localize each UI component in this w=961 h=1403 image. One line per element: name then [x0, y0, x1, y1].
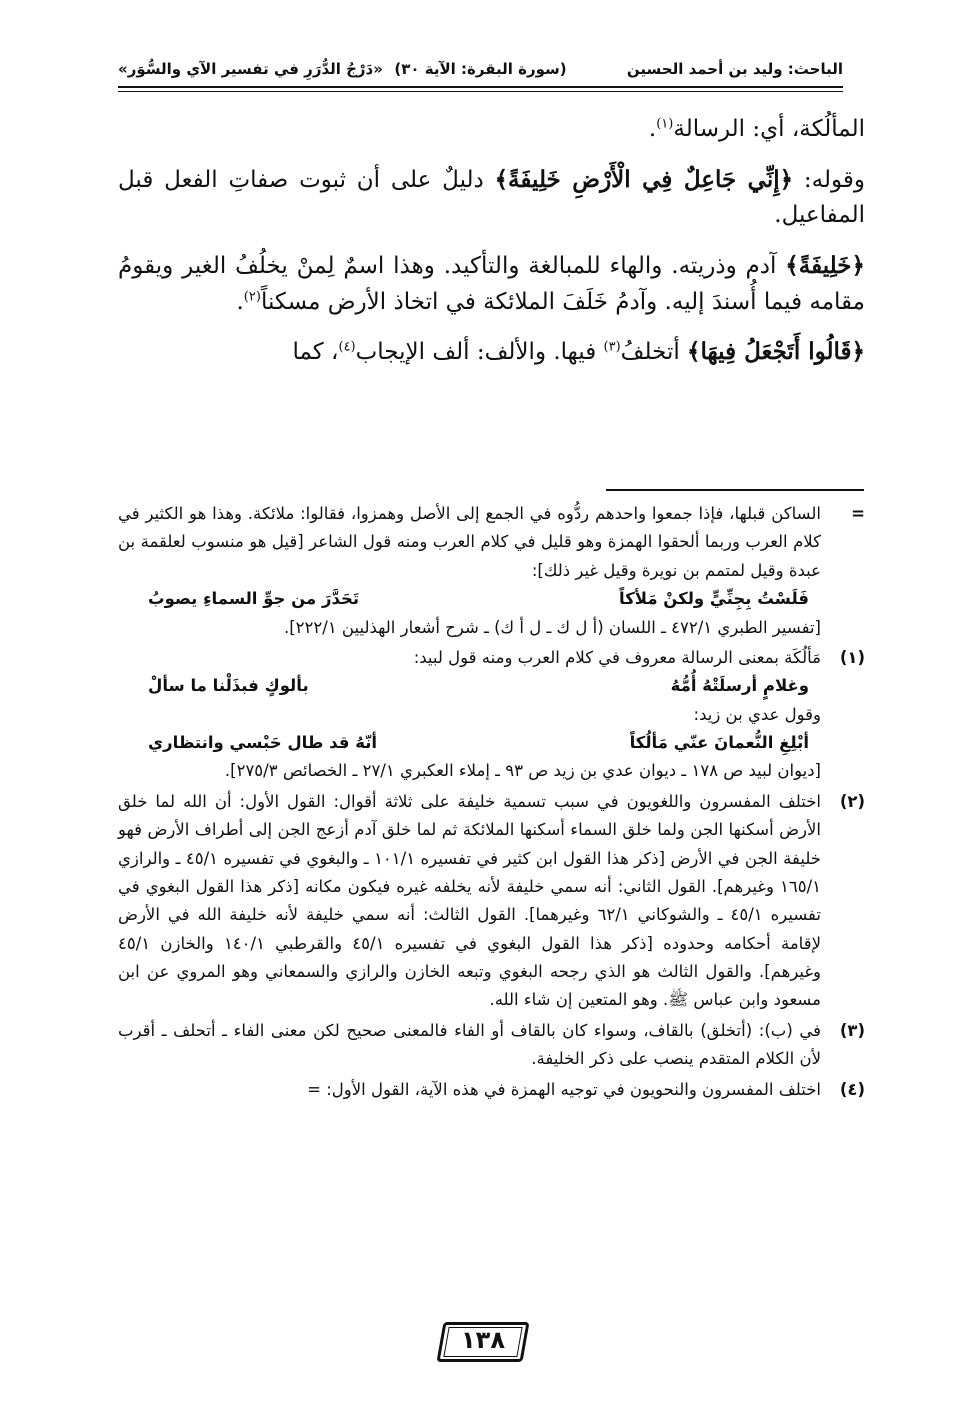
- quran-quote-1: ﴿إِنِّي جَاعِلٌ فِي الْأَرْضِ خَلِيفَةً﴾: [494, 165, 794, 193]
- paragraph-1-end: .: [648, 116, 657, 142]
- footnote-source: [ديوان لبيد ص ١٧٨ ـ ديوان عدي بن زيد ص ٩٣ ـ إملاء العكبري ٢٧/١ ـ الخصائص ٢٧٥/٣].: [224, 761, 821, 781]
- paragraph-1-text: المألُكة، أي: الرسالة: [673, 116, 865, 142]
- paragraph-2-lead: وقوله:: [793, 166, 866, 193]
- paragraph-3-end: .: [236, 288, 244, 315]
- header-author: الباحث: وليد بن أحمد الحسين: [626, 60, 843, 78]
- footnote-ref-3[interactable]: (٣): [603, 339, 621, 355]
- footnote-text: اختلف المفسرون واللغويون في سبب تسمية خليفة على ثلاثة أقوال: القول الأول: أن الله لما خلق الأرض أسكنها الجن ولما خلق السماء أسكنها الملائكة ثم لما خلق آدم أزعج الجن إلى أطراف الأرض فهو خليفة الجن في الأرض [ذكر هذا القول ابن كثير في تفسيره ١٠١/١ ـ والبغوي في تفسيره ٤٥/١ ـ والرازي ١٦٥/١ وغيرهم]. القول الثاني: أنه سمي خليفة لأنه يخلفه غيره فيكون مكانه [ذكر هذا القول البغوي في تفسيره ٤٥/١ ـ والشوكاني ٦٢/١ وغيرهما]. القول الثالث: أنه سمي خليفة لأنه خليفة الله في الأرض لإقامة أحكامه وحدوده [ذكر هذا القول البغوي في تفسيره ٤٥/١ والقرطبي ١٤٠/١ والخازن ٤٥/١ وغيرهم]. والقول الثالث هو الذي رجحه البغوي وتبعه الخازن والرازي والسمعاني وهو المروي عن ابن مسعود وابن عباس ﷺ. وهو المتعين إن شاء الله.: [118, 791, 821, 1010]
- footnote-marker: (٤): [839, 1079, 865, 1099]
- footnote-2: [118, 788, 865, 1015]
- paragraph-4-text-b: فيها. والألف: ألف الإيجاب: [355, 339, 604, 366]
- footnote-text: مَألُكَة بمعنى الرسالة معروف في كلام العرب ومنه قول لبيد:: [413, 647, 821, 667]
- footnote-text: الساكن قبلها، فإذا جمعوا واحدهم ردُّوه في الجمع إلى الأصل وهمزوا، فقالوا: ملائكة. وهذا هو الكثير في كلام العرب وربما ألحقوا الهمزة وهو قليل في كلام العرب ومنه قول الشاعر [قيل هو منسوب لعلقمة بن عبدة وقيل لمتمم بن نويرة وقيل غير ذلك]:: [118, 504, 821, 580]
- verse-hemistich-first: أبْلِغِ النُّعمانَ عنّي مَألُكاً: [629, 733, 809, 752]
- footnote-text: في (ب): (أتخلق) بالقاف، وسواء كان بالقاف أو الفاء فالمعنى صحيح لكن معنى الفاء ـ أتحلف ـ أقرب لأن الكلام المتقدم ينصب على ذكر الخليفة.: [118, 1020, 821, 1069]
- verse-hemistich-first: فَلَسْتُ بِجِنِّيٍّ ولكنْ مَلأكاً: [619, 589, 809, 609]
- footnote-continued: [118, 500, 865, 642]
- paragraph-2: [118, 162, 865, 234]
- header-surah-reference: (سورة البقرة: الآية ٣٠): [394, 60, 567, 78]
- poem-verse: [118, 729, 821, 757]
- verse-hemistich-second: بألوكٍ فبذَلْنا ما سألْ: [148, 676, 309, 696]
- verse-hemistich-second: أنّهُ قد طال حَبْسي وانتظاري: [148, 733, 378, 752]
- verse-hemistich-first: وغلامٍ أرسلَتْهُ أُمُّهُ: [670, 676, 809, 696]
- poem-verse: [118, 672, 821, 700]
- poem-verse: [118, 585, 821, 613]
- footnote-ref-1[interactable]: (١): [656, 116, 674, 132]
- footnote-marker: =: [851, 504, 865, 523]
- footnote-source: [تفسير الطبري ٤٧٢/١ ـ اللسان (أ ل ك ـ ل أ ك) ـ شرح أشعار الهذليين ٢٢٢/١].: [283, 617, 821, 637]
- paragraph-4: [118, 334, 865, 371]
- footnote-3: [118, 1017, 865, 1074]
- header-rule-thin: [118, 91, 843, 92]
- paragraph-2-text: دليلٌ على أن ثبوت صفاتِ الفعل قبل المفاعيل.: [118, 166, 865, 229]
- quran-quote-2: ﴿خَلِيفَةً﴾: [785, 251, 865, 279]
- header-book-title: «دَرْجُ الدُّرَرِ في تفسير الآي والسُّوَر»: [118, 60, 383, 78]
- page-number-ornament: [440, 1322, 526, 1362]
- paragraph-4-text-c: ، كما: [292, 339, 339, 366]
- footnote-separator: [606, 489, 864, 491]
- footnote-text: وقول عدي بن زيد:: [693, 704, 821, 724]
- footnote-ref-2[interactable]: (٢): [243, 288, 261, 304]
- verse-hemistich-second: تَحَدَّرَ من جوِّ السماءِ يصوبُ: [148, 589, 360, 609]
- paragraph-1: [118, 112, 865, 148]
- footnote-marker: (٣): [839, 1020, 865, 1040]
- footnotes: [118, 500, 865, 1106]
- footnote-4: [118, 1076, 865, 1104]
- footnote-text: اختلف المفسرون والنحويون في توجيه الهمزة في هذه الآية، القول الأول: =: [307, 1079, 821, 1099]
- header-rule: [118, 86, 843, 88]
- paragraph-4-text-a: أتخلفُ: [620, 339, 688, 366]
- footnote-1: [118, 644, 865, 786]
- footnote-marker: (١): [839, 647, 865, 667]
- footnote-ref-4[interactable]: (٤): [338, 339, 356, 355]
- main-text: [118, 112, 865, 385]
- page-number: ١٣٨: [461, 1326, 505, 1354]
- footnote-marker: (٢): [839, 791, 865, 811]
- page-header: [118, 52, 843, 94]
- quran-quote-3: ﴿قَالُوا أَتَجْعَلُ فِيهَا﴾: [687, 338, 865, 366]
- paragraph-3: [118, 248, 865, 320]
- paragraph-3-text: آدم وذريته. والهاء للمبالغة والتأكيد. وهذا اسمٌ لِمنْ يخلُفُ الغير ويقومُ مقامه فيما أُسندَ إليه. وآدمُ خَلَفَ الملائكة في اتخاذ الأرض مسكناً: [118, 252, 865, 315]
